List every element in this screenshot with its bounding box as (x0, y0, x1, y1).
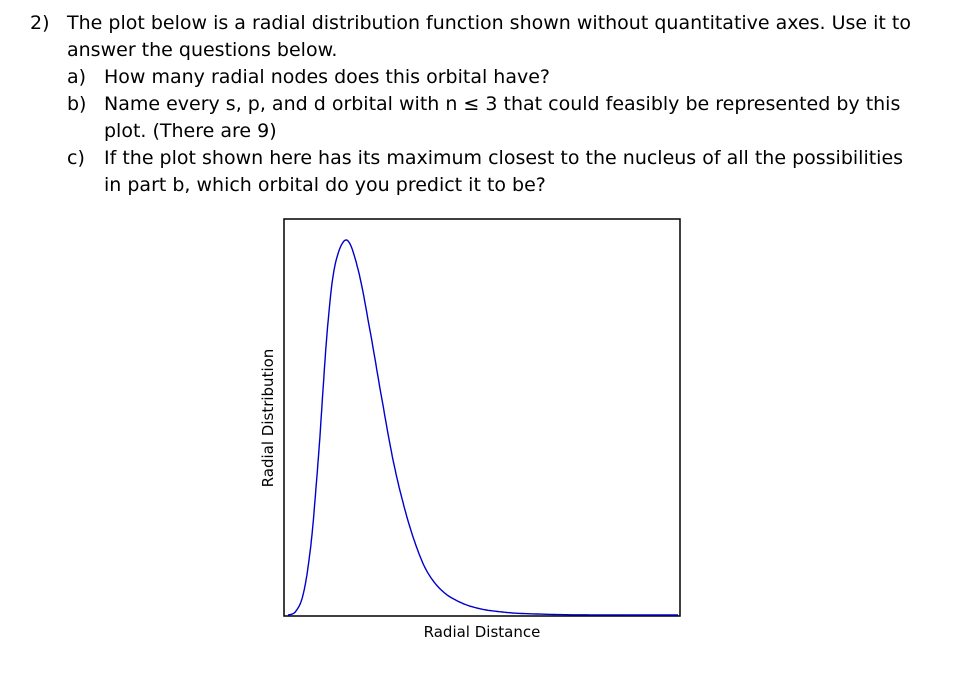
part-text: If the plot shown here has its maximum closest to the nucleus of all the possibilities in part b, which orbital do you predict it to be? (104, 147, 904, 196)
part-letter: c) (67, 147, 85, 169)
part-text: How many radial nodes does this orbital have? (104, 66, 550, 88)
question-text: The plot below is a radial distribution function shown without quantitative axes. Use it to answer the questions below. (67, 12, 911, 61)
question-number: 2) (30, 12, 50, 34)
part-letter: b) (67, 93, 87, 115)
part-text: Name every s, p, and d orbital with n ≤ 3 that could feasibly be represented by this plot. (There are 9) (104, 93, 901, 142)
radial-distribution-curve (288, 240, 678, 615)
y-axis-label: Radial Distribution (259, 348, 277, 488)
part-letter: a) (67, 66, 87, 88)
plot-frame (284, 219, 680, 616)
x-axis-label: Radial Distance (423, 623, 541, 641)
